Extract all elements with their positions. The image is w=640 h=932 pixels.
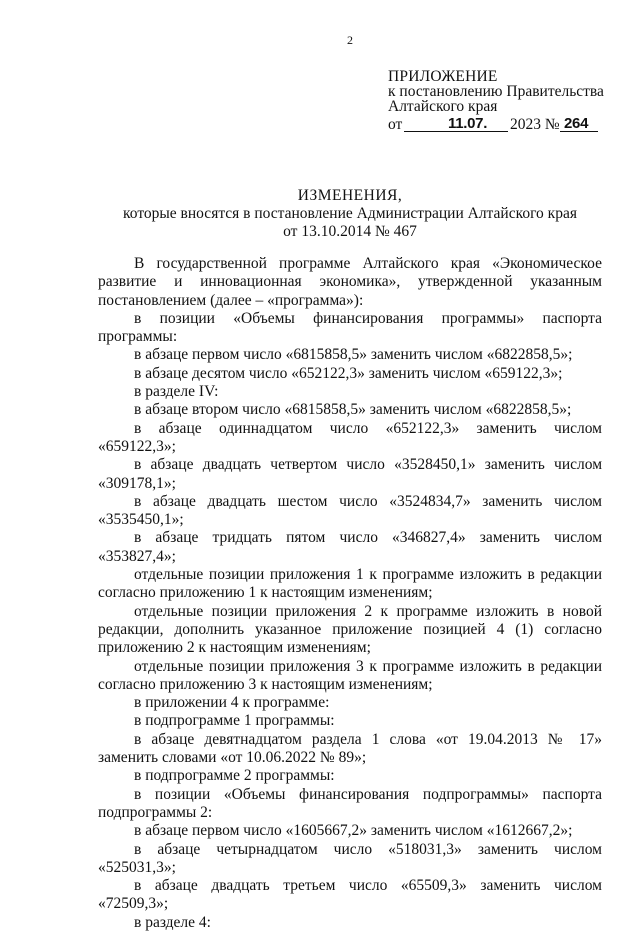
- paragraph: в разделе IV:: [134, 383, 219, 401]
- paragraph: в абзаце двадцать четвертом число «3528450,1» заменить числом «309178,1»;: [98, 456, 602, 492]
- appendix-line-1: к постановлению Правительства: [388, 83, 604, 100]
- paragraph: в абзаце первом число «1605667,2» заменить числом «1612667,2»;: [134, 822, 573, 840]
- paragraph: в абзаце втором число «6815858,5» заменить числом «6822858,5»;: [134, 401, 572, 419]
- heading-line-1: которые вносятся в постановление Администрации Алтайского края: [123, 205, 577, 222]
- paragraph: в позиции «Объемы финансирования подпрограммы» паспорта подпрограммы 2:: [98, 785, 602, 821]
- paragraph: в приложении 4 к программе:: [134, 694, 330, 712]
- paragraph: в позиции «Объемы финансирования программы» паспорта программы:: [98, 309, 602, 346]
- date-prefix: от: [388, 116, 403, 133]
- page-number: 2: [347, 33, 353, 47]
- paragraph: в подпрограмме 2 программы:: [134, 767, 335, 785]
- year-text: 2023 №: [510, 116, 560, 133]
- paragraph: в абзаце тридцать пятом число «346827,4» заменить числом «353827,4»;: [98, 529, 602, 565]
- appendix-title: ПРИЛОЖЕНИЕ: [388, 68, 498, 85]
- paragraph: в абзаце десятом число «652122,3» заменить числом «659122,3»;: [134, 364, 563, 382]
- paragraph: В государственной программе Алтайского края «Экономическое развитие и инновационная экономика», утвержденной указанным постановлением (далее – «программа»):: [98, 255, 602, 309]
- paragraph: в абзаце девятнадцатом раздела 1 слова «от 19.04.2013 № 17» заменить словами «от 10.06.2022 № 89»;: [98, 730, 602, 767]
- paragraph: в абзаце четырнадцатом число «518031,3» заменить числом «525031,3»;: [98, 840, 602, 876]
- paragraph: в абзаце двадцать шестом число «3524834,7» заменить числом «3535450,1»;: [98, 492, 602, 529]
- paragraph: в подпрограмме 1 программы:: [134, 712, 335, 730]
- appendix-block: [388, 69, 604, 134]
- heading-line-2: от 13.10.2014 № 467: [283, 223, 417, 240]
- paragraph: отдельные позиции приложения 2 к программе изложить в новой редакции, дополнить указанное приложение позицией 4 (1) согласно приложению 2 к настоящим изменениям;: [98, 602, 602, 657]
- document-heading: [0, 187, 640, 241]
- number-value: 264: [564, 115, 589, 132]
- paragraph: отдельные позиции приложения 3 к программе изложить в редакции согласно приложению 3 к настоящим изменениям;: [98, 657, 602, 693]
- paragraph: отдельные позиции приложения 1 к программе изложить в редакции согласно приложению 1 к настоящим изменениям;: [98, 566, 602, 602]
- document-body: [98, 255, 602, 932]
- appendix-date-line: [388, 114, 604, 134]
- paragraph: в разделе 4:: [134, 913, 211, 931]
- heading-title: ИЗМЕНЕНИЯ,: [297, 187, 403, 204]
- paragraph: в абзаце двадцать третьем число «65509,3» заменить числом «72509,3»;: [98, 877, 602, 913]
- paragraph: в абзаце первом число «6815858,5» заменить числом «6822858,5»;: [134, 346, 573, 364]
- appendix-line-2: Алтайского края: [388, 98, 498, 115]
- paragraph: в абзаце одиннадцатом число «652122,3» заменить числом «659122,3»;: [98, 419, 602, 455]
- date-value: 11.07.: [448, 115, 488, 132]
